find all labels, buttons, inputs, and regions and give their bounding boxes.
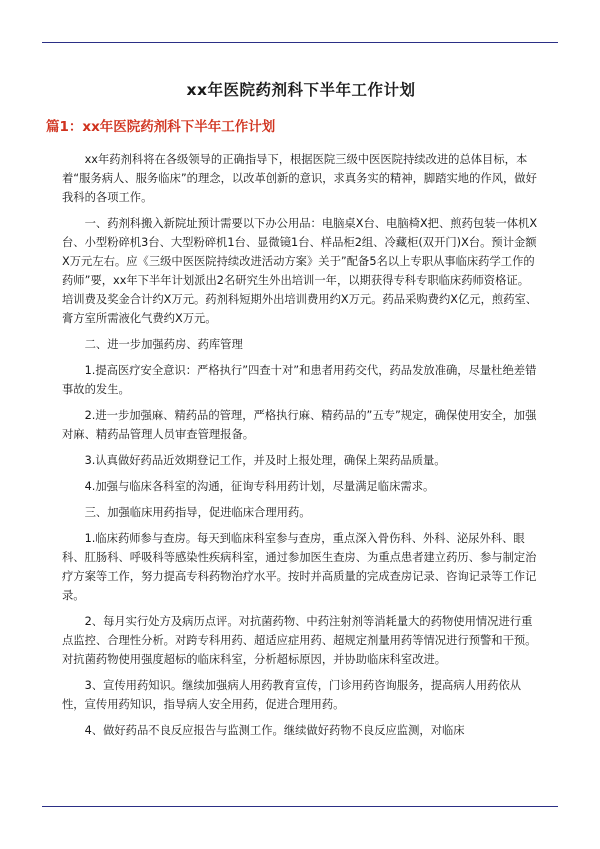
document-title: xx年医院药剂科下半年工作计划 (186, 81, 416, 99)
heading-pharmacy-management: 二、进一步加强药房、药库管理 (84, 338, 243, 351)
heading-clinical-guidance: 三、加强临床用药指导，促进临床合理用药。 (84, 506, 311, 519)
paragraph-intro: xx年药剂科将在各级领导的正确指导下，根据医院三级中医医院持续改进的总体目标，本着“服务病人、服务临床”的理念，以改革创新的意识，求真务实的精神，脚踏实地的作风，做好我科的各项工作。 (62, 153, 537, 204)
paragraph-medication-education: 3、宣传用药知识。继续加强病人用药教育宣传，门诊用药咨询服务，提高病人用药依从性，宣传用药知识，指导病人安全用药，促进合理用药。 (62, 679, 522, 711)
paragraph-narcotics-management: 2.进一步加强麻、精药品的管理，严格执行麻、精药品的”五专”规定，确保使用安全，加强对麻、精药品管理人员审查管理报备。 (62, 409, 537, 441)
document-body (62, 150, 540, 744)
paragraph-prescription-review: 2、每月实行处方及病历点评。对抗菌药物、中药注射剂等消耗量大的药物使用情况进行重点监控、合理性分析。对跨专科用药、超适应症用药、超规定剂量用药等情况进行预警和干预。对抗菌药物使用强度超标的临床科室，分析超标原因，并协助临床科室改进。 (62, 615, 537, 666)
bottom-rule (42, 806, 558, 807)
paragraph-safety-awareness: 1.提高医疗安全意识：严格执行”四查十对”和患者用药交代，药品发放准确，尽量杜绝差错事故的发生。 (62, 364, 537, 396)
section-heading: 篇1：xx年医院药剂科下半年工作计划 (46, 119, 276, 135)
top-rule (42, 42, 558, 43)
paragraph-expiry-registration: 3.认真做好药品近效期登记工作，并及时上报处理，确保上架药品质量。 (84, 454, 446, 467)
paragraph-office-supplies: 一、药剂科搬入新院址预计需要以下办公用品：电脑桌X台、电脑椅X把、煎药包装一体机X台、小型粉碎机3台、大型粉碎机1台、显微镜1台、样品柜2组、冷藏柜(双开门)X台。预计金额X万元左右。应《三级中医医院持续改进活动方案》关于”配备5名以上专职从事临床药学工作的药师”要，xx年下半年计划派出2名研究生外出培训一年，以期获得专科专职临床药师资格证。培训费及奖金合计约X万元。药剂科短期外出培训费用约X万元。药品采购费约X亿元，煎药室、膏方室所需液化气费约X万元。 (62, 217, 538, 325)
paragraph-ward-rounds: 1.临床药师参与查房。每天到临床科室参与查房，重点深入骨伤科、外科、泌尿外科、眼科、肛肠科、呼吸科等感染性疾病科室，通过参加医生查房、为重点患者建立药历、参与制定治疗方案等工作，努力提高专科药物治疗水平。按时并高质量的完成查房记录、咨询记录等工作记录。 (62, 532, 537, 602)
paragraph-clinical-communication: 4.加强与临床各科室的沟通，征询专科用药计划，尽量满足临床需求。 (84, 480, 435, 493)
paragraph-adverse-reactions: 4、做好药品不良反应报告与监测工作。继续做好药物不良反应监测，对临床 (84, 724, 465, 737)
